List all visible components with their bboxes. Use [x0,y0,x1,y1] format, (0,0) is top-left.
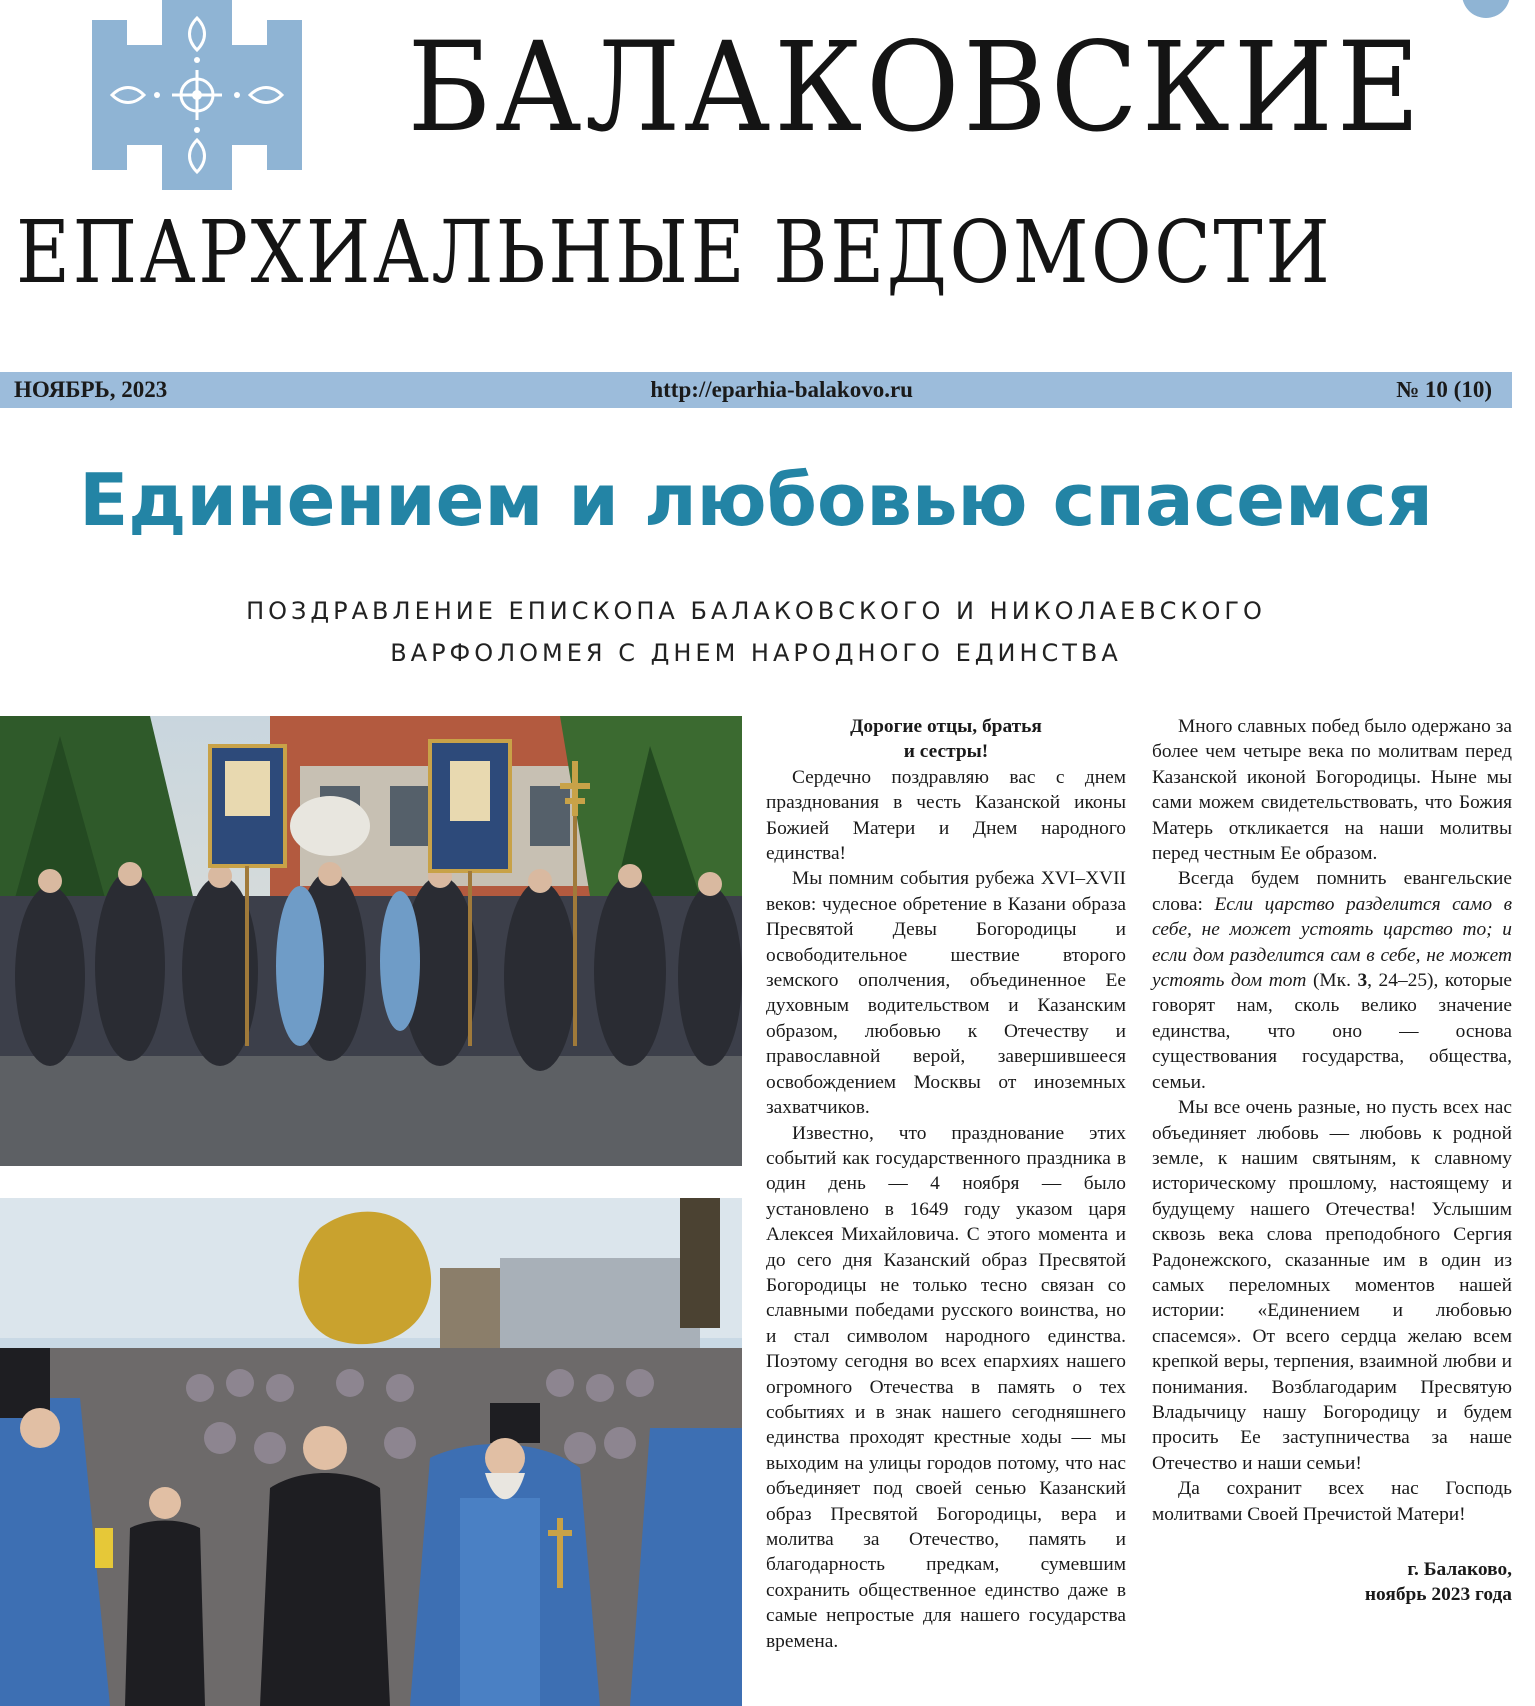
signoff-date: ноябрь 2023 года [1364,1584,1512,1606]
clergy-crowd-photo [0,1198,742,1706]
paragraph-5-intro: Всегда будем помнить евангельские слова: [1152,868,1512,915]
paragraph-1: Сердечно поздравляю вас с днем празднования в честь Казанской иконы Божией Матери и Днем народного единства! [766,766,1126,865]
signoff [1152,1557,1512,1608]
greeting [766,714,1126,765]
article-headline: Единением и любовью спасемся [79,458,1433,542]
website-link[interactable]: http://eparhia-balakovo.ru [650,377,913,402]
issue-number: № 10 (10) [1396,377,1492,402]
issue-date: НОЯБРЬ, 2023 [14,377,168,402]
paragraph-5 [1152,866,1512,1095]
article-column-2 [1152,714,1512,1608]
corner-decoration [1462,0,1510,18]
paragraph-7: Да сохранит всех нас Господь молитвами Своей Пречистой Матери! [1152,1478,1512,1525]
diocese-cross-logo-icon [92,0,302,190]
paragraph-5-rest: , 24–25), которые говорят нам, сколь велико значение единства, что оно — основа существования государства, общества, семьи. [1152,970,1512,1093]
subheading-line2: ВАРФОЛОМЕЯ С ДНЕМ НАРОДНОГО ЕДИНСТВА [390,639,1122,667]
gospel-ref-open: (Мк. [1306,970,1358,992]
article-subheading [0,590,1512,674]
issue-info-bar [0,372,1512,408]
greeting-line2: и сестры! [903,741,989,763]
newspaper-title-line1: БАЛАКОВСКИЕ [407,16,1424,160]
article-column-1 [766,714,1126,1654]
newspaper-title-line2: ЕПАРХИАЛЬНЫЕ ВЕДОМОСТИ [16,203,1333,303]
greeting-line1: Дорогие отцы, братья [850,716,1042,737]
gospel-quote: Если царство разделится само в себе, не может устоять царство то; и если дом разделится сам в себе, не может устоять дом тот [1152,893,1512,992]
paragraph-4: Много славных побед было одержано за более чем четыре века по молитвам перед Казанской иконой Богородицы. Ныне мы сами можем свидетельствовать, что Божия Матерь откликается на наши молитвы перед честным Ее образом. [1152,716,1512,865]
gospel-ref-chapter: 3 [1357,970,1368,992]
paragraph-3: Известно, что празднование этих событий как государственного праздника в один день — 4 ноября — было установлено в 1649 году указом царя Алексея Михайловича. С этого момента и до сего дня Казанский образ Пресвятой Богородицы не только тесно связан со славными победами русского воинства, но и стал символом народного единства. Поэтому сегодня во всех епархиях нашего огромного Отечества в память о тех событиях и в знак нашего сегодняшнего единства проходят крестные ходы — мы выходим на улицы городов потому, что нас объединяет под своей сенью Казанский образ Пресвятой Богородицы, вера и молитва за Отечество, память и благодарность предкам, сумевшим сохранить общественное единство даже в самые непростые для нашего государства времена. [766,1122,1126,1652]
paragraph-6: Мы все очень разные, но пусть всех нас объединяет любовь — любовь к родной земле, к нашим святыням, к славному историческому прошлому, настоящему и будущему нашего Отечества! Услышим сквозь века слова преподобного Сергия Радонежского, сказанные им в один из самых переломных моментов нашей истории: «Единением и любовью спасемся». От всего сердца желаю всем крепкой веры, терпения, взаимной любви и понимания. Возблагодарим Пресвятую Владычицу нашу Богородицу и будем просить Ее заступничества за наше Отечество и наши семьи! [1152,1097,1512,1474]
signoff-place: г. Балаково, [1407,1559,1512,1580]
paragraph-2: Мы помним события рубежа XVI–XVII веков: чудесное обретение в Казани образа Пресвятой Девы Богородицы и освободительное шествие второго земского ополчения, объединенное Ее духовным водительством и Казанским образом, любовью к Отечеству и православной верой, завершившееся освобождением Москвы от иноземных захватчиков. [766,868,1126,1119]
subheading-line1: ПОЗДРАВЛЕНИЕ ЕПИСКОПА БАЛАКОВСКОГО И НИКОЛАЕВСКОГО [246,597,1266,625]
procession-photo [0,716,742,1166]
